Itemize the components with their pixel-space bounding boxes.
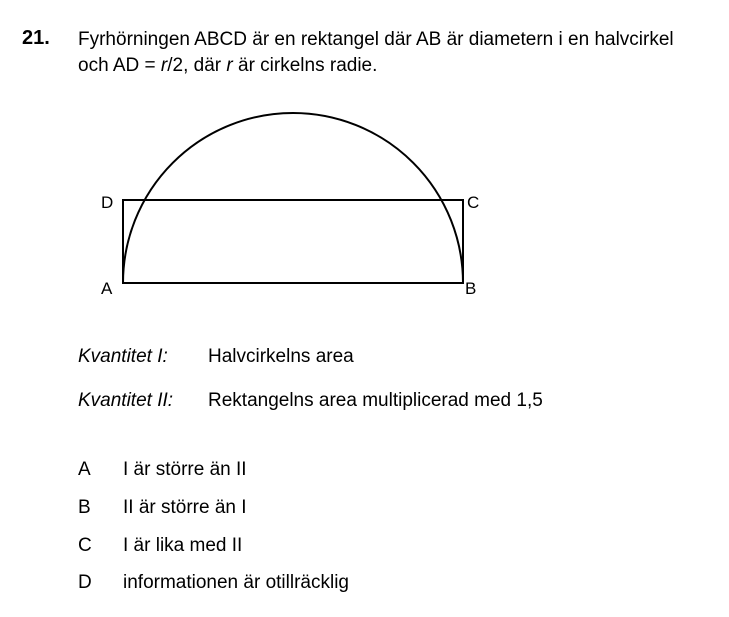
vertex-label-c: C: [467, 193, 480, 212]
option-letter: C: [78, 535, 92, 556]
question-text-part-3: är cirkelns radie.: [232, 55, 378, 76]
vertex-label-d: D: [101, 193, 114, 212]
semicircle-arc: [123, 113, 463, 283]
option-letter: B: [78, 497, 91, 518]
vertex-label-b: B: [465, 279, 477, 298]
vertex-label-a: A: [101, 279, 113, 298]
question-text-part-1: och AD =: [78, 55, 161, 76]
option-text: I är större än II: [123, 459, 247, 480]
radius-symbol: r: [160, 55, 168, 76]
option-text: I är lika med II: [123, 535, 243, 556]
radius-symbol: r: [226, 55, 233, 76]
option-letter: A: [78, 459, 91, 480]
question-text-part-2: /2, där: [167, 55, 227, 76]
quantity-value: Halvcirkelns area: [208, 346, 354, 367]
question-number: 21.: [22, 27, 50, 49]
option-letter: D: [78, 572, 92, 593]
option-text: II är större än I: [123, 497, 247, 518]
question-text-line-1: Fyrhörningen ABCD är en rektangel där AB är diametern i en halvcirkel: [78, 29, 674, 50]
option-text: informationen är otillräcklig: [123, 572, 349, 593]
quantity-label: Kvantitet II:: [78, 390, 174, 411]
quantity-value: Rektangelns area multiplicerad med 1,5: [208, 390, 543, 411]
rectangle-abcd: [123, 200, 463, 283]
quantity-label: Kvantitet I:: [78, 346, 168, 367]
